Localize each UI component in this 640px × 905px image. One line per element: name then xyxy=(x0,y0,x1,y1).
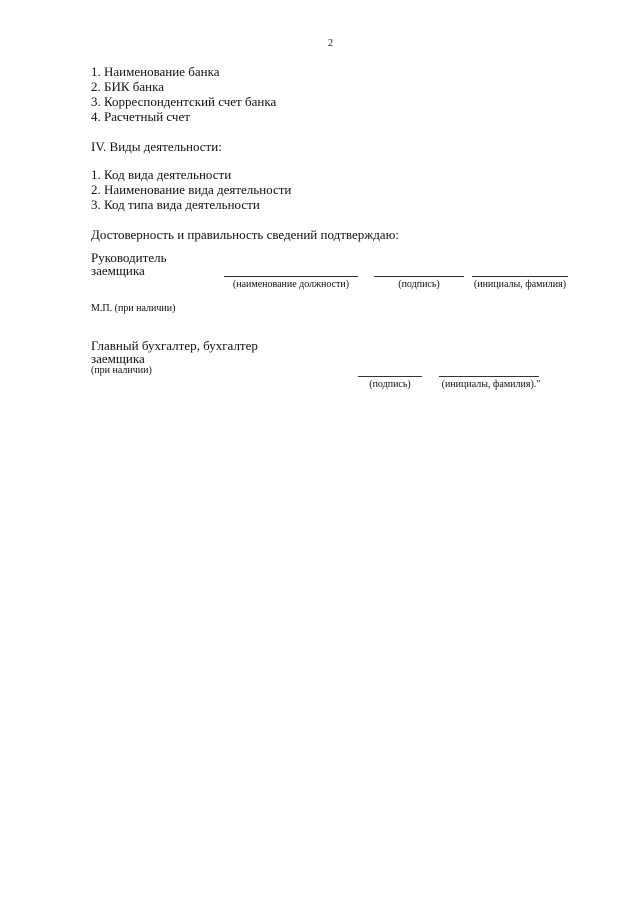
confirmation-text: Достоверность и правильность сведений подтверждаю: xyxy=(91,227,399,242)
bank-item-settlement-account: 4. Расчетный счет xyxy=(91,109,190,124)
bank-item-corr-account: 3. Корреспондентский счет банка xyxy=(91,94,277,109)
head-title-line2: заемщика xyxy=(91,263,145,278)
page-number: 2 xyxy=(328,38,333,49)
head-name-caption: (инициалы, фамилия) xyxy=(473,279,567,290)
bank-item-bik: 2. БИК банка xyxy=(91,79,165,94)
accountant-name-line xyxy=(439,376,539,377)
accountant-name-caption: (инициалы, фамилия)." xyxy=(441,379,541,390)
head-position-caption: (наименование должности) xyxy=(232,279,350,290)
head-position-line xyxy=(224,276,358,277)
stamp-note: М.П. (при наличии) xyxy=(91,303,176,314)
bank-item-name: 1. Наименование банка xyxy=(91,64,220,79)
head-title-line1: Руководитель xyxy=(91,250,167,265)
activity-item-name: 2. Наименование вида деятельности xyxy=(91,182,292,197)
activity-heading: IV. Виды деятельности: xyxy=(91,139,222,154)
accountant-title-line2: заемщика xyxy=(91,351,145,366)
accountant-title-line1: Главный бухгалтер, бухгалтер xyxy=(91,338,258,353)
head-signature-caption: (подпись) xyxy=(398,279,440,290)
head-signature-line xyxy=(374,276,464,277)
accountant-signature-line xyxy=(358,376,422,377)
accountant-title-line3: (при наличии) xyxy=(91,365,152,376)
head-name-line xyxy=(472,276,568,277)
accountant-signature-caption: (подпись) xyxy=(369,379,411,390)
activity-item-code: 1. Код вида деятельности xyxy=(91,167,232,182)
activity-item-type-code: 3. Код типа вида деятельности xyxy=(91,197,260,212)
